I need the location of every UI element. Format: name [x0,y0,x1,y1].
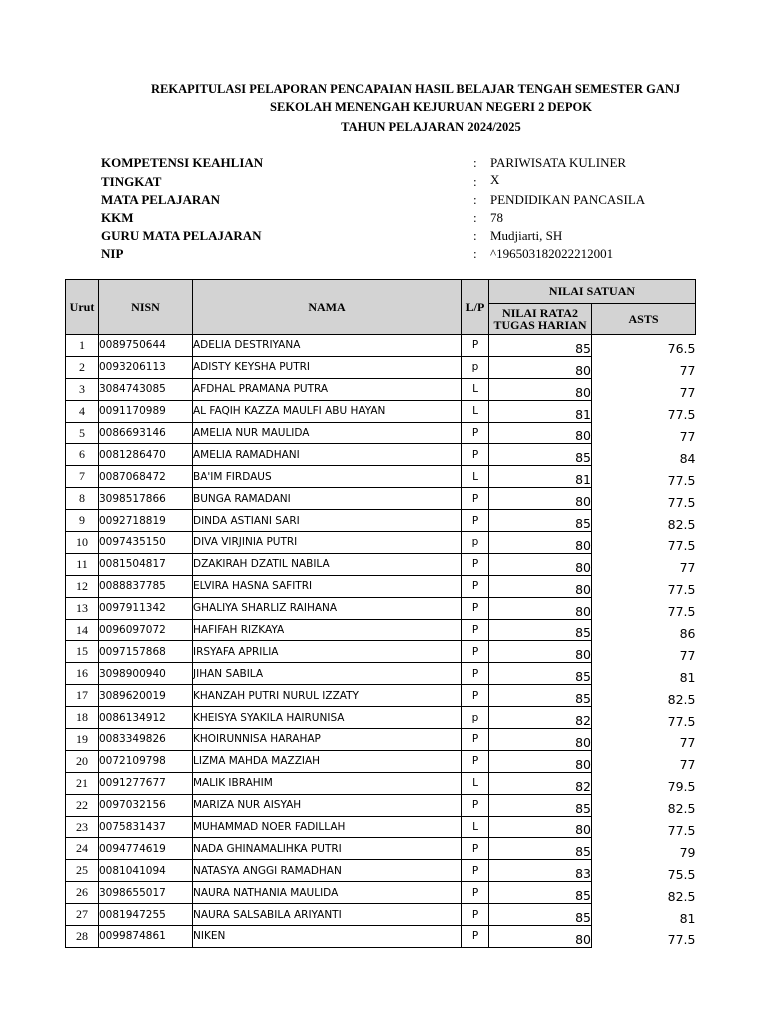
meta-value: 78 [490,210,503,225]
nisn-cell: 3084743085 [99,378,193,400]
asts-cell: 77 [679,757,696,773]
asts-cell: 77.5 [667,538,696,554]
asts-cell: 77.5 [667,713,696,729]
asts-cell: 81 [679,669,696,685]
nisn-cell: 0075831437 [99,816,193,838]
lp-cell: p [462,707,489,729]
lp-cell: P [462,882,489,904]
nama-cell: NIKEN [193,926,462,948]
asts-cell: 77.5 [667,494,696,510]
nilai-rata-cell: 80 [489,750,592,772]
asts-cell: 77 [679,735,696,751]
urut-cell: 12 [66,575,99,597]
urut-cell: 16 [66,663,99,685]
nama-cell: GHALIYA SHARLIZ RAIHANA [193,597,462,619]
urut-cell: 21 [66,772,99,794]
lp-cell: P [462,488,489,510]
nilai-rata-cell: 80 [489,488,592,510]
header-nama: NAMA [193,280,462,335]
nama-cell: AFDHAL PRAMANA PUTRA [193,378,462,400]
lp-cell: P [462,860,489,882]
meta-label: KOMPETENSI KEAHLIAN [101,155,264,170]
urut-cell: 26 [66,882,99,904]
table-row [66,860,696,882]
nilai-rata-cell: 85 [489,510,592,532]
nama-cell: BA'IM FIRDAUS [193,466,462,488]
nilai-rata-cell: 80 [489,378,592,400]
table-row [66,816,696,838]
nama-cell: HAFIFAH RIZKAYA [193,619,462,641]
nama-cell: JIHAN SABILA [193,663,462,685]
table-row [66,553,696,575]
lp-cell: P [462,510,489,532]
nisn-cell: 0093206113 [99,356,193,378]
nama-cell: BUNGA RAMADANI [193,488,462,510]
asts-cell: 77.5 [667,472,696,488]
lp-cell: P [462,575,489,597]
lp-cell: P [462,685,489,707]
report-title: REKAPITULASI PELAPORAN PENCAPAIAN HASIL BELAJAR TENGAH SEMESTER GANJ [151,82,681,96]
meta-value: PARIWISATA KULINER [490,155,627,170]
urut-cell: 1 [66,335,99,357]
table-row [66,838,696,860]
nisn-cell: 0089750644 [99,335,193,357]
urut-cell: 7 [66,466,99,488]
asts-cell: 77.5 [667,932,696,948]
nama-cell: MALIK IBRAHIM [193,772,462,794]
nama-cell: NAURA SALSABILA ARIYANTI [193,904,462,926]
header-urut: Urut [66,280,99,335]
meta-value: ^196503182022212001 [490,246,614,261]
urut-cell: 27 [66,904,99,926]
header-nilai-rata-line1: NILAI RATA2 [502,306,578,320]
table-row [66,772,696,794]
header-nilai-satuan: NILAI SATUAN [489,280,696,304]
lp-cell: P [462,335,489,357]
nama-cell: DZAKIRAH DZATIL NABILA [193,553,462,575]
table-row [66,444,696,466]
lp-cell: L [462,772,489,794]
lp-cell: P [462,619,489,641]
urut-cell: 6 [66,444,99,466]
nama-cell: KHANZAH PUTRI NURUL IZZATY [193,685,462,707]
urut-cell: 5 [66,422,99,444]
asts-cell: 77.5 [667,582,696,598]
header-row-1 [66,280,696,304]
asts-cell: 77.5 [667,822,696,838]
table-row [66,532,696,554]
nisn-cell: 0097911342 [99,597,193,619]
table-row [66,685,696,707]
lp-cell: P [462,794,489,816]
nama-cell: KHEISYA SYAKILA HAIRUNISA [193,707,462,729]
nisn-cell: 0099874861 [99,926,193,948]
lp-cell: P [462,444,489,466]
nilai-rata-cell: 85 [489,685,592,707]
nilai-rata-cell: 82 [489,772,592,794]
urut-cell: 18 [66,707,99,729]
grades-table [65,279,696,948]
asts-cell: 82.5 [667,888,696,904]
nisn-cell: 0097157868 [99,641,193,663]
lp-cell: L [462,466,489,488]
nama-cell: ADISTY KEYSHA PUTRI [193,356,462,378]
nisn-cell: 0086693146 [99,422,193,444]
school-name: SEKOLAH MENENGAH KEJURUAN NEGERI 2 DEPOK [270,100,592,114]
header-lp: L/P [462,280,489,335]
lp-cell: P [462,553,489,575]
urut-cell: 19 [66,729,99,751]
meta-value: X [490,172,500,187]
table-row [66,882,696,904]
nisn-cell: 0091170989 [99,400,193,422]
urut-cell: 4 [66,400,99,422]
nama-cell: AMELIA NUR MAULIDA [193,422,462,444]
nilai-rata-cell: 80 [489,553,592,575]
nilai-rata-cell: 85 [489,904,592,926]
meta-label: GURU MATA PELAJARAN [101,228,262,243]
nama-cell: ADELIA DESTRIYANA [193,335,462,357]
nisn-cell: 0083349826 [99,729,193,751]
nisn-cell: 0087068472 [99,466,193,488]
meta-colon: : [473,228,477,243]
nisn-cell: 0081286470 [99,444,193,466]
urut-cell: 23 [66,816,99,838]
nisn-cell: 0097435150 [99,532,193,554]
table-row [66,356,696,378]
nisn-cell: 3098655017 [99,882,193,904]
academic-year: TAHUN PELAJARAN 2024/2025 [341,120,521,134]
table-row [66,707,696,729]
nama-cell: DIVA VIRJINIA PUTRI [193,532,462,554]
meta-colon: : [473,210,477,225]
asts-cell: 79 [679,844,696,860]
table-row [66,378,696,400]
table-row [66,729,696,751]
nilai-rata-cell: 80 [489,422,592,444]
lp-cell: P [462,838,489,860]
nilai-rata-cell: 81 [489,400,592,422]
urut-cell: 9 [66,510,99,532]
urut-cell: 14 [66,619,99,641]
meta-colon: : [473,155,477,170]
table-row [66,510,696,532]
lp-cell: P [462,597,489,619]
asts-cell: 77.5 [667,407,696,423]
meta-colon: : [473,246,477,261]
nisn-cell: 0096097072 [99,619,193,641]
urut-cell: 28 [66,926,99,948]
nisn-cell: 3098517866 [99,488,193,510]
urut-cell: 11 [66,553,99,575]
urut-cell: 15 [66,641,99,663]
header-nilai-rata-line2: TUGAS HARIAN [493,318,587,332]
meta-label: MATA PELAJARAN [101,192,221,207]
table-row [66,488,696,510]
asts-cell: 77 [679,363,696,379]
asts-cell: 82.5 [667,516,696,532]
nilai-rata-cell: 80 [489,597,592,619]
nisn-cell: 0081504817 [99,553,193,575]
header-asts: ASTS [592,304,696,335]
nisn-cell: 0081041094 [99,860,193,882]
meta-label: TINGKAT [101,174,162,189]
nilai-rata-cell: 80 [489,641,592,663]
table-row [66,422,696,444]
lp-cell: p [462,356,489,378]
nisn-cell: 3089620019 [99,685,193,707]
table-row [66,466,696,488]
nisn-cell: 0097032156 [99,794,193,816]
nilai-rata-cell: 85 [489,663,592,685]
nilai-rata-cell: 85 [489,335,592,357]
asts-cell: 84 [679,450,696,466]
table-row [66,750,696,772]
urut-cell: 3 [66,378,99,400]
lp-cell: P [462,663,489,685]
meta-label: NIP [101,246,124,261]
nilai-rata-cell: 80 [489,926,592,948]
nama-cell: IRSYAFA APRILIA [193,641,462,663]
nama-cell: MARIZA NUR AISYAH [193,794,462,816]
nama-cell: AMELIA RAMADHANI [193,444,462,466]
nilai-rata-cell: 80 [489,575,592,597]
nama-cell: LIZMA MAHDA MAZZIAH [193,750,462,772]
nilai-rata-cell: 83 [489,860,592,882]
urut-cell: 13 [66,597,99,619]
lp-cell: P [462,750,489,772]
nama-cell: NAURA NATHANIA MAULIDA [193,882,462,904]
asts-cell: 77.5 [667,604,696,620]
table-row [66,794,696,816]
urut-cell: 22 [66,794,99,816]
header-nilai-rata [489,304,592,335]
urut-cell: 24 [66,838,99,860]
table-row [66,926,696,948]
table-row [66,904,696,926]
lp-cell: P [462,422,489,444]
nisn-cell: 0094774619 [99,838,193,860]
table-row [66,641,696,663]
lp-cell: L [462,400,489,422]
nilai-rata-cell: 85 [489,882,592,904]
table-row [66,335,696,357]
urut-cell: 25 [66,860,99,882]
nilai-rata-cell: 80 [489,729,592,751]
nisn-cell: 0081947255 [99,904,193,926]
asts-cell: 76.5 [667,341,696,357]
lp-cell: P [462,926,489,948]
nisn-cell: 0091277677 [99,772,193,794]
nilai-rata-cell: 85 [489,794,592,816]
table-row [66,663,696,685]
asts-cell: 77 [679,647,696,663]
meta-value: Mudjiarti, SH [490,228,563,243]
lp-cell: P [462,904,489,926]
nilai-rata-cell: 85 [489,619,592,641]
nama-cell: AL FAQIH KAZZA MAULFI ABU HAYAN [193,400,462,422]
nilai-rata-cell: 80 [489,356,592,378]
urut-cell: 20 [66,750,99,772]
nilai-rata-cell: 81 [489,466,592,488]
table-row [66,597,696,619]
header-nisn: NISN [99,280,193,335]
lp-cell: P [462,729,489,751]
urut-cell: 2 [66,356,99,378]
asts-cell: 77 [679,428,696,444]
lp-cell: p [462,532,489,554]
nama-cell: ELVIRA HASNA SAFITRI [193,575,462,597]
urut-cell: 10 [66,532,99,554]
meta-colon: : [473,174,477,189]
asts-cell: 77 [679,385,696,401]
asts-cell: 75.5 [667,866,696,882]
nilai-rata-cell: 85 [489,444,592,466]
nama-cell: MUHAMMAD NOER FADILLAH [193,816,462,838]
asts-cell: 82.5 [667,801,696,817]
nisn-cell: 0092718819 [99,510,193,532]
nilai-rata-cell: 80 [489,532,592,554]
meta-colon: : [473,192,477,207]
nama-cell: NATASYA ANGGI RAMADHAN [193,860,462,882]
urut-cell: 17 [66,685,99,707]
table-row [66,400,696,422]
asts-cell: 81 [679,910,696,926]
urut-cell: 8 [66,488,99,510]
nilai-rata-cell: 85 [489,838,592,860]
table-row [66,619,696,641]
nisn-cell: 0086134912 [99,707,193,729]
meta-label: KKM [101,210,134,225]
asts-cell: 79.5 [667,779,696,795]
nama-cell: NADA GHINAMALIHKA PUTRI [193,838,462,860]
nama-cell: KHOIRUNNISA HARAHAP [193,729,462,751]
meta-value: PENDIDIKAN PANCASILA [490,192,646,207]
asts-cell: 82.5 [667,691,696,707]
lp-cell: L [462,378,489,400]
table-body [66,335,696,948]
table-row [66,575,696,597]
nisn-cell: 0088837785 [99,575,193,597]
lp-cell: P [462,641,489,663]
asts-cell: 77 [679,560,696,576]
nisn-cell: 0072109798 [99,750,193,772]
nama-cell: DINDA ASTIANI SARI [193,510,462,532]
nilai-rata-cell: 82 [489,707,592,729]
nisn-cell: 3098900940 [99,663,193,685]
nilai-rata-cell: 80 [489,816,592,838]
lp-cell: L [462,816,489,838]
asts-cell: 86 [679,625,696,641]
